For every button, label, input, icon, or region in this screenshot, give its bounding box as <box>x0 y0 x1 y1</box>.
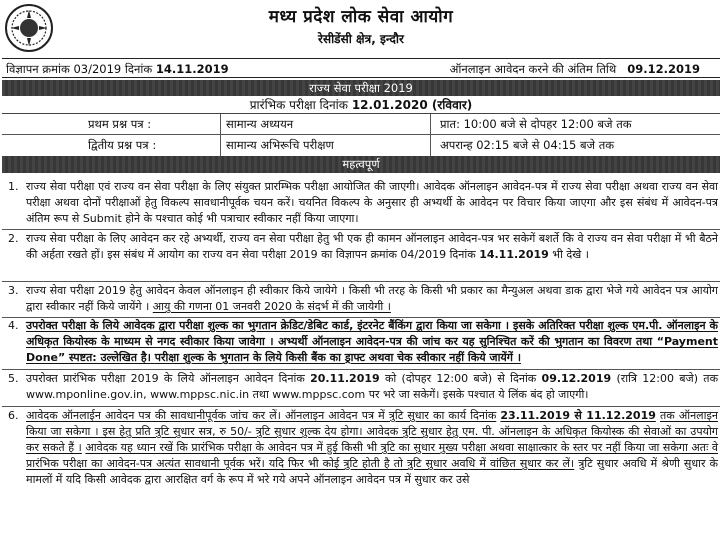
paper-name: द्वितीय प्रश्न पत्र : <box>88 138 157 152</box>
point-text-part: परीक्षा शुल्क के भुगतान के लिये किसी बैंक का ड्राफ्ट अथवा चेक स्वीकार नहीं किये जायेंगें । <box>154 351 521 364</box>
point-text-part: (रात्रि 12:00 बजे) तक www.mponline.gov.in, www.mppsc.nic.in तथा www.mppsc.com पर भरे जा सकेगें। इसके पश्चात ये लिंक बंद हो जाएगी। <box>26 372 719 401</box>
point-text <box>26 231 718 263</box>
last-date <box>450 62 700 77</box>
point-text <box>26 283 718 315</box>
point-text-part: तक ऑनलाइन किया जा सकेगा । इस हेतु प्रति त्रुटि सुधार सत्र, रु 50/- त्रुटि सुधार शुल्क देय होगा। आवेदक त्रुटि सुधार हेतु एम. पी. ऑनलाइन के अधिकृत कियोस्क की सेवाओं का उपयोग कर सकते हैं । <box>26 409 718 454</box>
advertisement-label: विज्ञापन क्रमांक 03/2019 दिनांक <box>6 62 153 76</box>
important-title-bar: महत्वपूर्ण <box>2 156 720 173</box>
paper-time: अपरान्ह 02:15 बजे से 04:15 बजे तक <box>440 138 615 152</box>
table-row <box>2 135 720 156</box>
advertisement-row <box>2 58 720 78</box>
point-number: 4. <box>8 319 19 332</box>
point-text-part: राज्य सेवा परीक्षा के लिए आवेदन कर रहे अभ्यर्थी, राज्य वन सेवा परीक्षा हेतु भी एक ही कामन ऑनलाइन आवेदन-पत्र भर सकेगें बशर्ते कि वे राज्य वन सेवा परीक्षा में भी बैठने की अर्हता रखते हों। इस संबंध में आयोग का राज्य वन सेवा परीक्षा 2019 का विज्ञापन क्रमांक 04/2019 दिनांक <box>26 232 718 261</box>
point-text-part: आवेदक यह ध्यान रखें कि प्रारंभिक परीक्षा के आवेदन पत्र में हुई किसी भी त्रुटि का सुधार मुख्य परीक्षा अथवा साक्षात्कार के स्तर पर नहीं किया जा सकेगा अतः वे प्रारंभिक परीक्षा का आवेदन-पत्र अत्यंत सावधानी पूर्वक भरें। यदि फिर भी कोई त्रुटि होती है तो त्रुटि सुधार अवधि में वांछित सुधार कर लें। <box>26 441 718 470</box>
point-text-part: इसके अतिरिक्त परीक्षा शुल्क एम.पी. ऑनलाइन के अधिकृत कियोस्क के माध्यम से नगद स्वीकार किया जावेगा । अभ्यर्थी ऑनलाइन आवेदन-पत्र की जांच कर यह सुनिश्चित करें की भुगतान का विवरण तथा “Payment Done” स्पष्टत: उल्लेखित है। <box>26 319 718 364</box>
paper-name: प्रथम प्रश्न पत्र : <box>88 117 152 131</box>
point-text: राज्य सेवा परीक्षा एवं राज्य वन सेवा परीक्षा के लिए संयुक्त प्रारम्भिक परीक्षा आयोजित की जाएगी। आवेदक ऑनलाइन आवेदन-पत्र में राज्य सेवा परीक्षा अथवा राज्य वन सेवा परीक्षा अथवा दोनों परीक्षाओं हेतु विकल्प सावधानीपूर्वक चयन करें। चयनित विकल्प के अनुसार ही अभ्यर्थी के आवेदन पर विचार किया जाएगा और इस संबंध में आवेदन-पत्र अंतिम रूप से Submit होने के पश्चात कोई भी पत्राचार स्वीकार नहीं किया जाएगा। <box>26 180 718 225</box>
point-text <box>26 318 718 366</box>
point-text-part: उपरोक्त परीक्षा के लिये आवेदक द्वारा परीक्षा शुल्क का भुगतान क्रेडिट/डेबिट कार्ड, इंटरनेट बैंकिंग द्वारा किया जा सकेगा । <box>26 319 509 332</box>
prelim-date-row <box>2 96 720 114</box>
advertisement-date: 14.11.2019 <box>155 62 229 76</box>
org-title: मध्य प्रदेश लोक सेवा आयोग <box>268 7 454 27</box>
exam-title-bar: राज्य सेवा परीक्षा 2019 <box>2 80 720 96</box>
point-text-age: आयु की गणना 01 जनवरी 2020 के संदर्भ में की जायेगी । <box>152 300 391 313</box>
divider <box>2 281 720 282</box>
point-text-part: त्रुटि सुधार अवधि में श्रेणी सुधार के मामलों में यदि किसी आवेदक द्वारा आरक्षित वर्ग के रूप में भरे गये अपने ऑनलाइन आवेदन पत्र में सुधार कर उसे <box>26 457 718 486</box>
divider <box>2 406 720 407</box>
point-number: 2. <box>8 232 19 245</box>
point-text-part: भी देखे । <box>552 248 589 261</box>
prelim-date: 12.01.2020 (रविवार) <box>351 98 473 112</box>
paper-time: प्रात: 10:00 बजे से दोपहर 12:00 बजे तक <box>440 117 632 131</box>
point-text-part: आवेदक ऑनलाईन आवेदन पत्र की सावधानीपूर्वक जांच कर लें। ऑनलाइन आवेदन पत्र में त्रुटि सुधार का कार्य दिनांक <box>26 409 497 422</box>
divider <box>2 369 720 370</box>
point-text-date: 14.11.2019 <box>479 248 549 261</box>
point-text-date: 09.12.2019 <box>541 372 612 385</box>
paper-subject: सामान्य अभिरूचि परीक्षण <box>226 138 334 152</box>
paper-schedule-table <box>2 114 720 156</box>
advertisement-number <box>6 62 229 77</box>
org-address: रेसीडेंसी क्षेत्र, इन्दौर <box>318 32 404 46</box>
point-text-date: 23.11.2019 से 11.12.2019 <box>500 409 656 422</box>
point-text-part: राज्य सेवा परीक्षा 2019 हेतु आवेदन केवल ऑनलाइन ही स्वीकार किये जायेगे । किसी भी तरह के किसी भी प्रकार का मैन्युअल अथवा डाक द्वारा भेजे गये आवेदन पत्र आयोग द्वारा स्वीकार नहीं किये जायेंगे । <box>26 284 718 313</box>
point-number: 3. <box>8 284 19 297</box>
point-text-part: उपरोक्त प्रारंभिक परीक्षा 2019 के लिये ऑनलाइन आवेदन दिनांक <box>26 372 305 385</box>
last-date-label: ऑनलाइन आवेदन करने की अंतिम तिथि <box>449 62 617 76</box>
last-date-value: 09.12.2019 <box>627 62 700 76</box>
point-text <box>26 408 718 488</box>
point-number: 6. <box>8 409 19 422</box>
point-text <box>26 371 718 403</box>
prelim-label: प्रारंभिक परीक्षा दिनांक <box>249 98 348 112</box>
table-row <box>2 114 720 135</box>
point-text-part: को (दोपहर 12:00 बजे) से दिनांक <box>384 372 537 385</box>
paper-subject: सामान्य अध्ययन <box>226 117 294 131</box>
point-number: 5. <box>8 372 19 385</box>
divider <box>2 229 720 230</box>
point-text-date: 20.11.2019 <box>310 372 380 385</box>
point-number: 1. <box>8 180 19 193</box>
